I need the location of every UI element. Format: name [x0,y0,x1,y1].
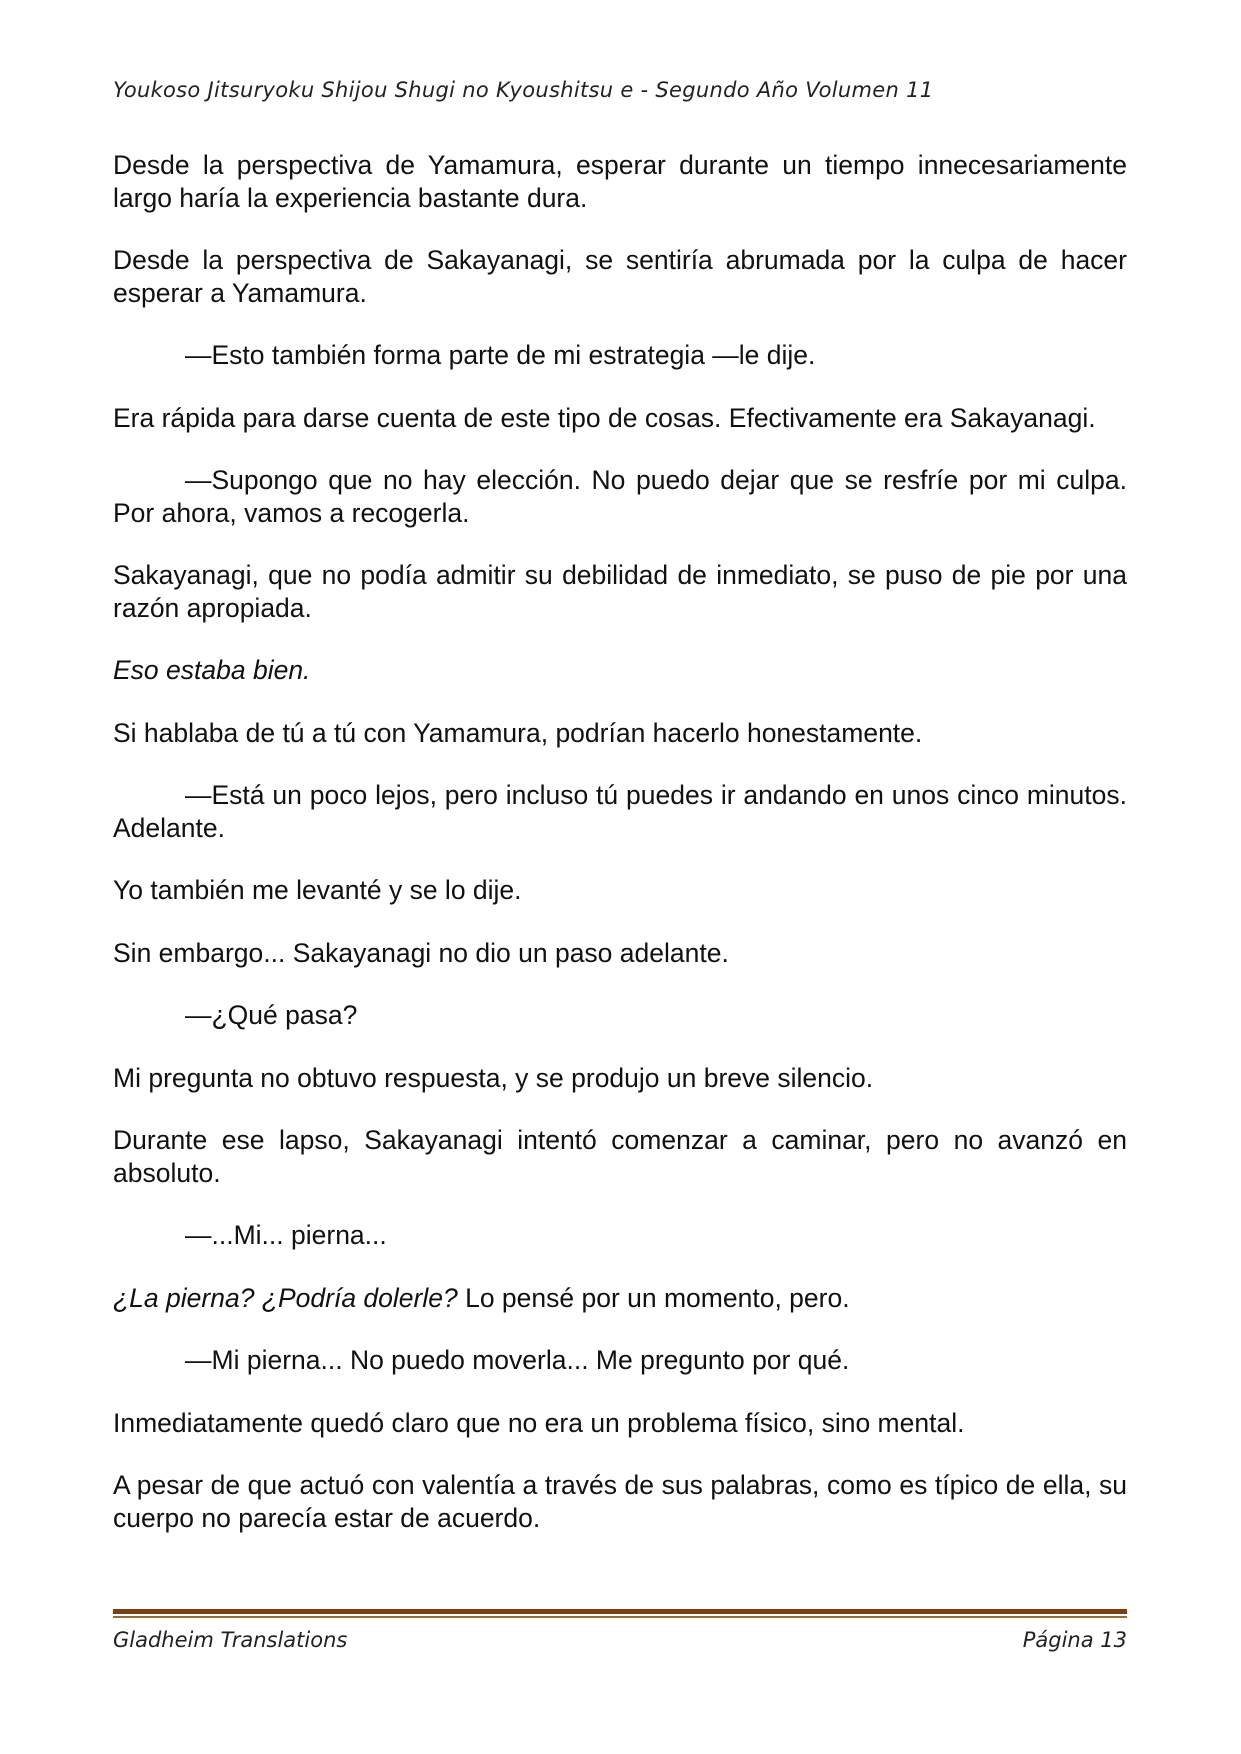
dialogue-paragraph: —Supongo que no hay elección. No puedo dejar que se resfríe por mi culpa. Por ahora, vamos a recogerla. [113,465,1127,528]
dialogue-paragraph: —Mi pierna... No puedo moverla... Me pregunto por qué. [185,1345,850,1375]
paragraph: A pesar de que actuó con valentía a través de sus palabras, como es típico de ella, su cuerpo no parecía estar de acuerdo. [113,1470,1127,1533]
paragraph: Desde la perspectiva de Sakayanagi, se sentiría abrumada por la culpa de hacer esperar a Yamamura. [113,245,1127,308]
paragraph: Inmediatamente quedó claro que no era un problema físico, sino mental. [113,1407,965,1438]
italic-thought: ¿La pierna? ¿Podría dolerle? [113,1282,458,1313]
paragraph: Desde la perspectiva de Yamamura, esperar durante un tiempo innecesariamente largo haría la experiencia bastante dura. [113,150,1127,213]
page-body [113,149,1127,1564]
dialogue-paragraph: —...Mi... pierna... [185,1220,387,1250]
mixed-paragraph [113,1282,1127,1315]
footer-credit: Gladheim Translations [113,1628,348,1652]
paragraph: Mi pregunta no obtuvo respuesta, y se produjo un breve silencio. [113,1062,874,1093]
paragraph: Sakayanagi, que no podía admitir su debilidad de inmediato, se puso de pie por una razón apropiada. [113,560,1127,623]
paragraph: Era rápida para darse cuenta de este tipo de cosas. Efectivamente era Sakayanagi. [113,402,1096,433]
paragraph: Yo también me levanté y se lo dije. [113,875,522,905]
footer-rule [113,1609,1127,1618]
dialogue-paragraph: —Esto también forma parte de mi estrategia —le dije. [185,340,816,370]
footer-rule-thin [113,1616,1127,1618]
paragraph: Durante ese lapso, Sakayanagi intentó comenzar a caminar, pero no avanzó en absoluto. [113,1125,1127,1188]
paragraph: Si hablaba de tú a tú con Yamamura, podrían hacerlo honestamente. [113,717,923,748]
italic-thought-paragraph: Eso estaba bien. [113,655,311,685]
footer-rule-thick [113,1609,1127,1614]
page-number: Página 13 [1022,1628,1127,1652]
dialogue-paragraph: —Está un poco lejos, pero incluso tú puedes ir andando en unos cinco minutos. Adelante. [113,780,1127,843]
paragraph-rest: Lo pensé por un momento, pero. [457,1282,850,1313]
paragraph: Sin embargo... Sakayanagi no dio un paso adelante. [113,937,729,968]
running-header: Youkoso Jitsuryoku Shijou Shugi no Kyoushitsu e - Segundo Año Volumen 11 [113,78,934,102]
dialogue-paragraph: —¿Qué pasa? [185,1000,358,1030]
